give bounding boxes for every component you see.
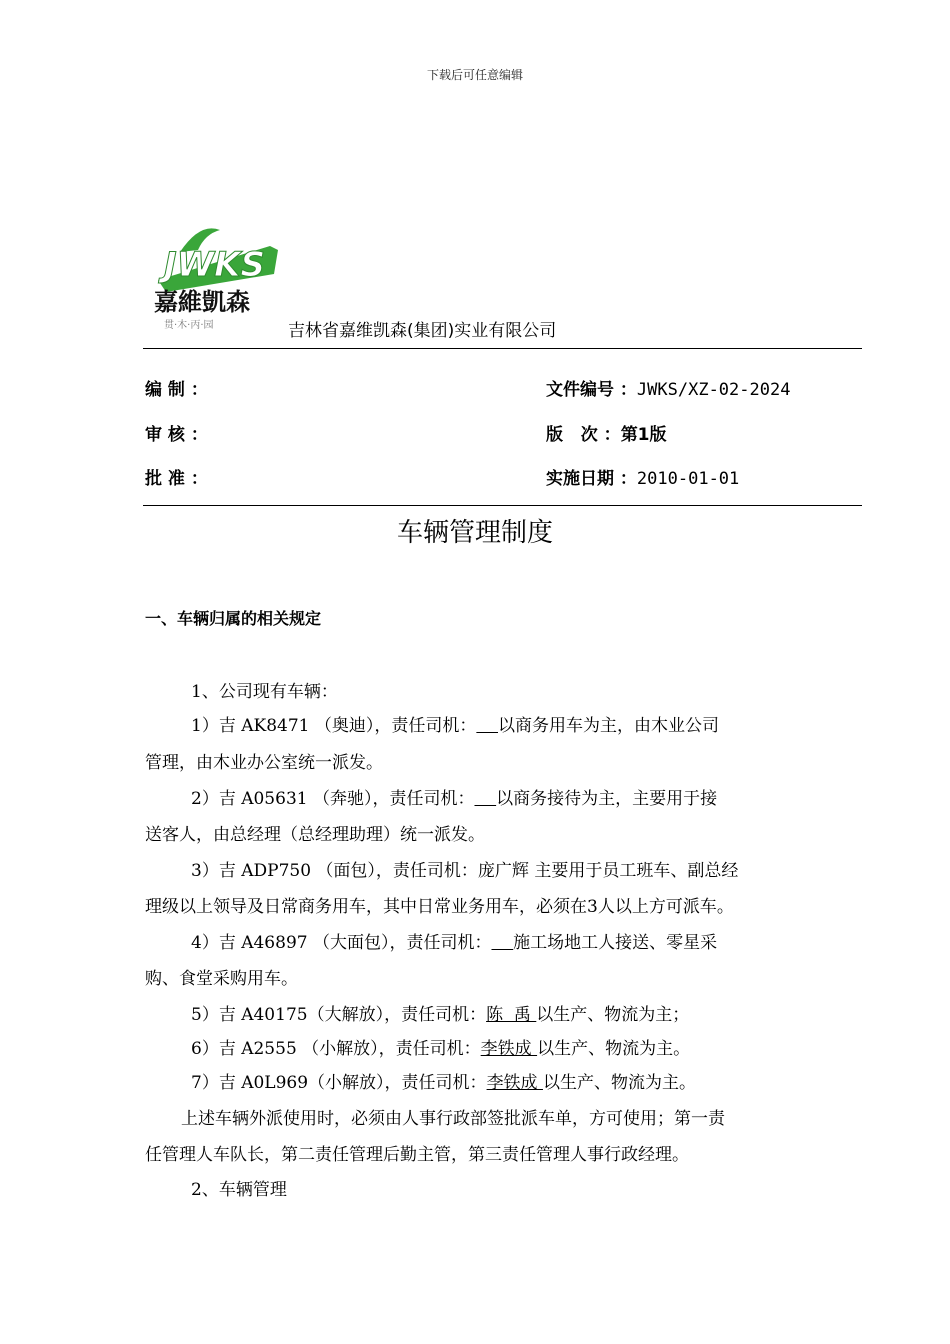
vehicle-1-cont: 管理，由木业办公室统一派发。 [145,753,383,773]
header-note: 下载后可任意编辑 [426,68,523,82]
vehicle-6-driver: 李铁成 [480,1039,538,1059]
doc-number-label: 文件编号 ： [546,380,637,400]
review-label: 审 核 ： [145,425,208,445]
logo-tagline: 贯·木·丙·园 [164,320,214,331]
approve-label: 批 准 ： [145,469,208,489]
vehicle-2-usage: 以商务接待为主，主要用于接 [496,789,718,809]
vehicle-3: 3）吉 ADP750 （面包），责任司机：庞广辉 主要用于员工班车、副总经 [191,861,739,881]
vehicle-2-driver-blank [474,789,496,809]
vehicle-2-text: 2）吉 A05631 （奔驰），责任司机： [191,789,475,809]
meta-rule [143,505,862,506]
vehicle-4-cont: 购、食堂采购用车。 [145,969,298,989]
vehicle-4-driver-blank [491,933,513,953]
vehicle-5-usage: 以生产、物流为主； [536,1005,690,1025]
compile-label: 编 制 ： [145,380,208,400]
version-value: 第1版 [620,425,667,445]
version-label: 版 次 ： [546,425,621,445]
vehicle-6 [191,1034,690,1059]
vehicle-4-usage: 施工场地工人接送、零星采 [513,933,718,953]
vehicle-5-text: 5）吉 A40175（大解放），责任司机： [191,1005,487,1025]
vehicle-1-driver-blank [476,716,498,736]
company-name: 吉林省嘉维凯森(集团)实业有限公司 [288,321,557,341]
vehicle-6-usage: 以生产、物流为主。 [537,1039,691,1059]
vehicle-5-driver: 陈 禹 [486,1005,537,1025]
vehicle-6-text: 6）吉 A2555 （小解放），责任司机： [191,1039,481,1059]
vehicle-4-text: 4）吉 A46897 （大面包），责任司机： [191,933,492,953]
dispatch-note: 上述车辆外派使用时，必须由人事行政部签批派车单，方可使用；第一责 [181,1109,725,1129]
vehicle-4 [191,928,717,953]
vehicle-7-driver: 李铁成 [486,1073,543,1093]
doc-number [546,375,790,400]
effective-date [546,464,739,489]
logo-cn-name: 嘉維凱森 [154,288,250,316]
vehicle-1 [191,711,719,736]
document-title: 车辆管理制度 [396,518,553,548]
paragraph-1: 1、公司现有车辆： [191,682,338,702]
vehicle-1-text: 1）吉 AK8471 （奥迪），责任司机： [191,716,477,736]
header-rule [143,348,862,349]
paragraph-2: 2、车辆管理 [191,1180,287,1200]
effective-date-value: 2010-01-01 [636,469,740,489]
section-heading: 一、车辆归属的相关规定 [145,609,322,628]
vehicle-7 [191,1068,696,1093]
vehicle-7-text: 7）吉 A0L969（小解放），责任司机： [191,1073,487,1093]
dispatch-note-cont: 任管理人车队长，第二责任管理后勤主管，第三责任管理人事行政经理。 [145,1145,689,1165]
logo-mark: JWKS [164,245,265,285]
company-logo [150,222,285,334]
version [546,420,667,445]
vehicle-2 [191,784,717,809]
doc-number-value: JWKS/XZ-02-2024 [636,380,791,400]
vehicle-7-usage: 以生产、物流为主。 [542,1073,696,1093]
vehicle-5 [191,1000,689,1025]
effective-date-label: 实施日期 ： [546,469,637,489]
vehicle-1-usage: 以商务用车为主，由木业公司 [498,716,719,736]
vehicle-3-cont: 理级以上领导及日常商务用车，其中日常业务用车，必须在3人以上方可派车。 [145,897,734,917]
vehicle-2-cont: 送客人，由总经理（总经理助理）统一派发。 [145,825,485,845]
